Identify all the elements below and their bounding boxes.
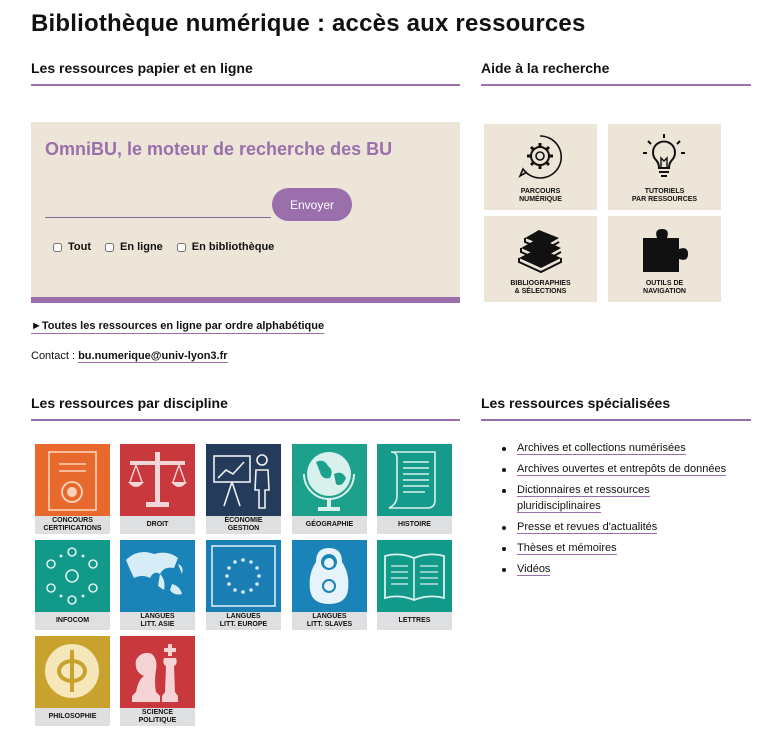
- specialized-link-presse[interactable]: Presse et revues d'actualités: [517, 521, 658, 533]
- discipline-label: SCIENCE POLITIQUE: [120, 708, 195, 726]
- discipline-label: LETTRES: [377, 612, 452, 630]
- option-tout-label: Tout: [68, 241, 92, 253]
- certificate-icon: [35, 444, 110, 516]
- aide-tile-parcours-label: PARCOURS NUMÉRIQUE: [519, 188, 562, 203]
- eu-flag-icon: [206, 540, 281, 612]
- discipline-label: LANGUES LITT. EUROPE: [206, 612, 281, 630]
- discipline-label: INFOCOM: [35, 612, 110, 630]
- scales-icon: [120, 444, 195, 516]
- discipline-label: CONCOURS CERTIFICATIONS: [35, 516, 110, 534]
- list-item: [497, 540, 757, 556]
- list-item: [497, 482, 667, 514]
- aide-tile-outils[interactable]: [608, 216, 721, 302]
- globe-icon: [292, 444, 367, 516]
- omnibu-search-input[interactable]: [45, 198, 271, 218]
- contact-label: Contact :: [31, 350, 79, 362]
- discipline-tile-europe[interactable]: [206, 540, 281, 630]
- matryoshka-icon: [292, 540, 367, 612]
- aide-tile-bibliographies-label: BIBLIOGRAPHIES & SÉLECTIONS: [510, 280, 571, 295]
- discipline-label: LANGUES LITT. SLAVES: [292, 612, 367, 630]
- discipline-tile-lettres[interactable]: [377, 540, 452, 630]
- discipline-tile-philosophie[interactable]: [35, 636, 110, 726]
- books-icon: [515, 224, 565, 274]
- discipline-label: DROIT: [120, 516, 195, 534]
- gear-head-icon: [515, 132, 565, 182]
- aide-tile-outils-label: OUTILS DE NAVIGATION: [643, 280, 686, 295]
- aide-tile-tutoriels[interactable]: [608, 124, 721, 210]
- open-book-icon: [377, 540, 452, 612]
- option-en-bibliotheque[interactable]: [177, 241, 275, 253]
- discipline-tile-asie[interactable]: [120, 540, 195, 630]
- chess-icon: [120, 636, 195, 708]
- discipline-label: GÉOGRAPHIE: [292, 516, 367, 534]
- omnibu-options: [53, 241, 274, 253]
- discipline-tile-slaves[interactable]: [292, 540, 367, 630]
- discipline-tile-histoire[interactable]: [377, 444, 452, 534]
- presentation-icon: [206, 444, 281, 516]
- option-en-ligne-label: En ligne: [120, 241, 163, 253]
- option-en-bibliotheque-label: En bibliothèque: [191, 241, 275, 253]
- list-item: [497, 440, 757, 456]
- discipline-tile-economie[interactable]: [206, 444, 281, 534]
- contact-email-link[interactable]: bu.numerique@univ-lyon3.fr: [78, 350, 228, 362]
- discipline-label: PHILOSOPHIE: [35, 708, 110, 726]
- specialized-link-videos[interactable]: Vidéos: [517, 563, 551, 575]
- omnibu-search-box: [31, 122, 460, 303]
- phi-icon: [35, 636, 110, 708]
- discipline-tile-droit[interactable]: [120, 444, 195, 534]
- discipline-tile-concours[interactable]: [35, 444, 110, 534]
- omnibu-title: OmniBU, le moteur de recherche des BU: [45, 139, 393, 159]
- specialized-link-dictionnaires[interactable]: Dictionnaires et ressources pluridisciplinaires: [517, 484, 650, 512]
- section-heading-papier: Les ressources papier et en ligne: [31, 60, 460, 86]
- specialized-link-archives-ouvertes[interactable]: Archives ouvertes et entrepôts de données: [517, 463, 727, 475]
- list-item: [497, 519, 757, 535]
- list-item: [497, 461, 757, 477]
- specialized-resources-list: [497, 440, 757, 582]
- puzzle-icon: [639, 224, 689, 274]
- discipline-label: LANGUES LITT. ASIE: [120, 612, 195, 630]
- checkbox-en-ligne[interactable]: [105, 243, 114, 252]
- network-icon: [35, 540, 110, 612]
- specialized-link-archives[interactable]: Archives et collections numérisées: [517, 442, 686, 454]
- specialized-link-theses[interactable]: Thèses et mémoires: [517, 542, 617, 554]
- discipline-label: HISTOIRE: [377, 516, 452, 534]
- option-en-ligne[interactable]: [105, 241, 163, 253]
- contact-line: [31, 350, 228, 362]
- discipline-tile-infocom[interactable]: [35, 540, 110, 630]
- asia-map-icon: [120, 540, 195, 612]
- page-title: Bibliothèque numérique : accès aux ressources: [31, 10, 586, 37]
- discipline-tile-science-politique[interactable]: [120, 636, 195, 726]
- omnibu-submit-button[interactable]: Envoyer: [272, 188, 352, 221]
- aide-tile-tutoriels-label: TUTORIELS PAR RESSOURCES: [631, 188, 698, 203]
- section-heading-discipline: Les ressources par discipline: [31, 395, 460, 421]
- discipline-tile-geographie[interactable]: [292, 444, 367, 534]
- aide-tile-bibliographies[interactable]: [484, 216, 597, 302]
- option-tout[interactable]: [53, 241, 91, 253]
- checkbox-tout[interactable]: [53, 243, 62, 252]
- list-item: [497, 561, 757, 577]
- section-heading-specialisees: Les ressources spécialisées: [481, 395, 751, 421]
- lightbulb-icon: [639, 132, 689, 182]
- scroll-icon: [377, 444, 452, 516]
- discipline-label: ÉCONOMIE GESTION: [206, 516, 281, 534]
- all-resources-link[interactable]: ►Toutes les ressources en ligne par ordre alphabétique: [31, 320, 325, 332]
- aide-tile-parcours[interactable]: [484, 124, 597, 210]
- checkbox-en-bibliotheque[interactable]: [177, 243, 186, 252]
- section-heading-aide: Aide à la recherche: [481, 60, 751, 86]
